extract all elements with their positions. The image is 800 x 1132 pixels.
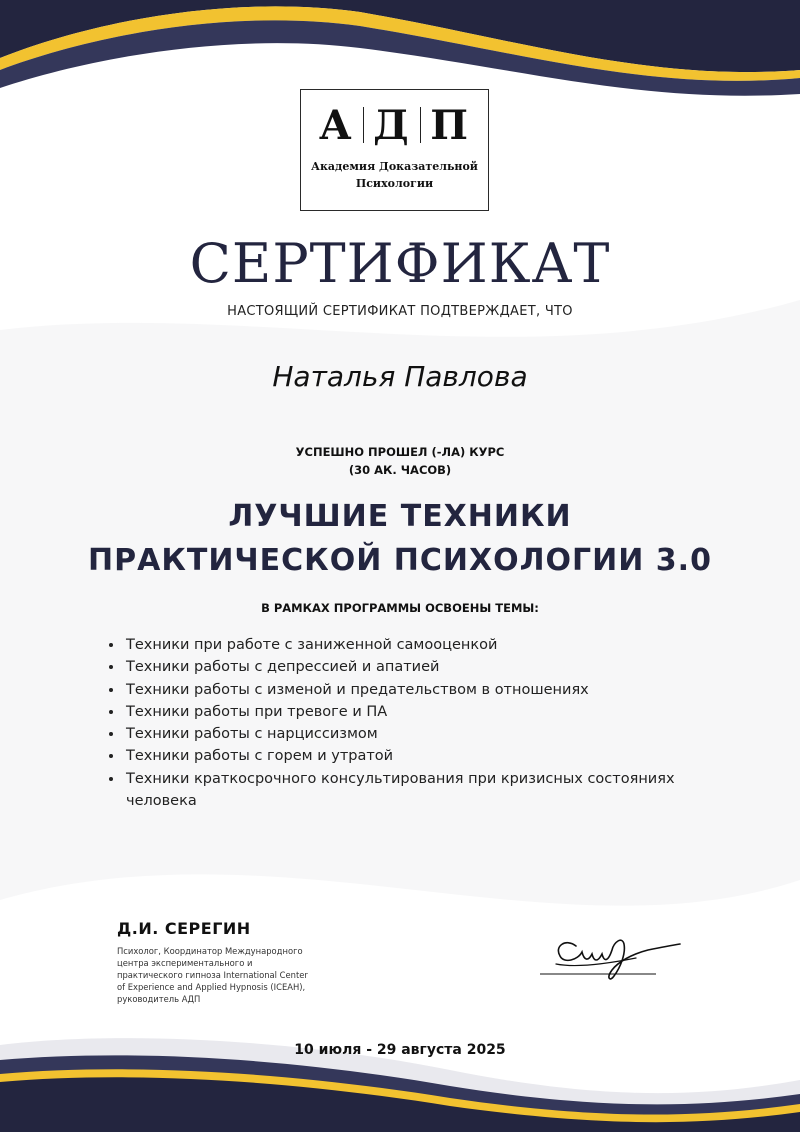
recipient-name: Наталья Павлова [272, 360, 528, 393]
logo-divider [420, 107, 422, 143]
topics-heading: В РАМКАХ ПРОГРАММЫ ОСВОЕНЫ ТЕМЫ: [261, 601, 539, 615]
topic-item: • Техники работы с изменой и предательством в отношениях [124, 679, 744, 701]
logo-caption [301, 158, 488, 192]
topic-item: • Техники работы при тревоге и ПА [124, 701, 744, 723]
course-dates: 10 июля - 29 августа 2025 [294, 1042, 506, 1058]
topic-item: • Техники работы с горем и утратой [124, 745, 744, 767]
course-title-line: ПРАКТИЧЕСКОЙ ПСИХОЛОГИИ 3.0 [88, 543, 712, 578]
logo-divider [363, 107, 365, 143]
course-hours: (30 АК. ЧАСОВ) [348, 463, 452, 477]
completion-statement [0, 443, 800, 479]
logo-caption-line: Академия Доказательной [311, 160, 478, 173]
academy-logo [300, 89, 489, 211]
topic-item: • Техники краткосрочного консультирования при кризисных состояниях человека [124, 768, 744, 813]
course-title [0, 495, 800, 583]
signer-name: Д.И. СЕРЕГИН [117, 919, 251, 938]
completion-line: УСПЕШНО ПРОШЕЛ (-ЛА) КУРС [295, 445, 505, 459]
logo-letter: А [319, 102, 354, 149]
handwritten-signature [536, 924, 686, 984]
signer-description: Психолог, Координатор Международного центра экспериментального и практического гипноза International Center of Experience and Applied Hypnosis (ICEAH), руководитель АДП [117, 946, 308, 1004]
logo-letters [301, 104, 488, 148]
certificate-title: СЕРТИФИКАТ [189, 232, 611, 295]
topic-item: • Техники при работе с заниженной самооценкой [124, 634, 744, 656]
certificate-subtitle: НАСТОЯЩИЙ СЕРТИФИКАТ ПОДТВЕРЖДАЕТ, ЧТО [227, 304, 573, 319]
logo-letter: П [430, 102, 470, 149]
logo-letter: Д [373, 102, 411, 149]
logo-caption-line: Психологии [355, 177, 434, 190]
topic-item: • Техники работы с нарциссизмом [124, 723, 744, 745]
topics-list [106, 634, 744, 812]
topic-item: • Техники работы с депрессией и апатией [124, 656, 744, 678]
course-title-line: ЛУЧШИЕ ТЕХНИКИ [228, 499, 572, 534]
